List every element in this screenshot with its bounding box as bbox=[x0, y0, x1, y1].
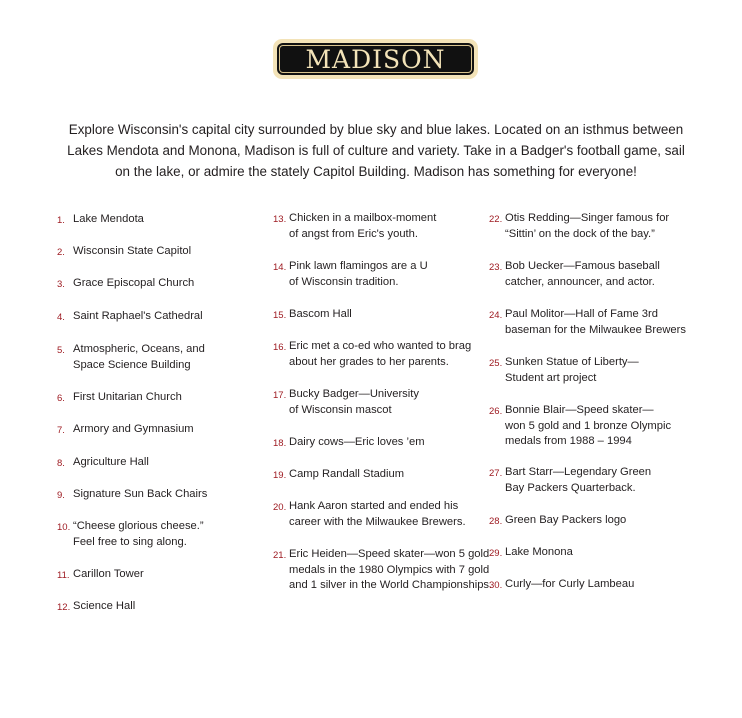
list-item-line: Atmospheric, Oceans, and bbox=[73, 343, 205, 355]
list-item-number: 13. bbox=[273, 214, 287, 225]
list-item-number: 30. bbox=[489, 580, 503, 591]
list-item-number: 27. bbox=[489, 468, 503, 479]
list-item-number: 21. bbox=[273, 550, 287, 561]
list-item-line: Student art project bbox=[505, 371, 597, 384]
list-item-line: Wisconsin State Capitol bbox=[73, 245, 192, 257]
list-item-label bbox=[73, 422, 253, 439]
list-item-label bbox=[505, 465, 685, 496]
list-item-label bbox=[505, 307, 685, 338]
list-item bbox=[57, 487, 253, 504]
list-item-number: 11. bbox=[57, 570, 70, 581]
list-item-number: 3. bbox=[57, 279, 65, 290]
list-item-line: Saint Raphael's Cathedral bbox=[73, 310, 203, 322]
list-item-line: Carillon Tower bbox=[73, 568, 144, 580]
list-item bbox=[273, 259, 469, 290]
list-item-line: Grace Episcopal Church bbox=[73, 277, 195, 289]
list-item-line: Eric Heiden—Speed skater—won 5 gold bbox=[289, 548, 490, 560]
list-item bbox=[57, 342, 253, 373]
list-item bbox=[273, 307, 469, 324]
list-item-number: 29. bbox=[489, 548, 503, 559]
list-item-label bbox=[73, 309, 253, 326]
list-item-label bbox=[73, 519, 253, 550]
list-item-label bbox=[73, 455, 253, 472]
list-item-line: career with the Milwaukee Brewers. bbox=[289, 515, 466, 528]
list-item-number: 9. bbox=[57, 490, 65, 501]
list-item-line: Bay Packers Quarterback. bbox=[505, 481, 636, 494]
list-item-label bbox=[505, 513, 685, 530]
list-item-number: 7. bbox=[57, 425, 65, 436]
list-item-number: 14. bbox=[273, 262, 287, 273]
list-item-line: Bascom Hall bbox=[289, 308, 352, 320]
list-item-label bbox=[289, 435, 469, 452]
list-item-label bbox=[289, 387, 469, 418]
list-item-number: 10. bbox=[57, 522, 71, 533]
list-item-label bbox=[289, 307, 469, 324]
list-item-line: Paul Molitor—Hall of Fame 3rd bbox=[505, 308, 658, 320]
list-item bbox=[489, 545, 685, 562]
list-item-line: “Sittin’ on the dock of the bay.” bbox=[505, 227, 655, 240]
intro-paragraph: Explore Wisconsin's capital city surrounded by blue sky and blue lakes. Located on an isthmus between Lakes Mendota and Monona, Madison is full of culture and variety. Take in a Badger's football game, sail on the lake, or admire the stately Capitol Building. Madison has something for everyone! bbox=[67, 122, 685, 179]
list-item-line: Space Science Building bbox=[73, 358, 191, 371]
list-item-number: 23. bbox=[489, 262, 503, 273]
list-item-number: 8. bbox=[57, 458, 65, 469]
list-item-label bbox=[73, 599, 253, 616]
list-item-line: Sunken Statue of Liberty— bbox=[505, 356, 639, 368]
list-item bbox=[489, 211, 685, 242]
list-item bbox=[57, 276, 253, 293]
list-item-number: 20. bbox=[273, 502, 287, 513]
list-item-line: Agriculture Hall bbox=[73, 456, 149, 468]
list-item bbox=[57, 244, 253, 261]
list-item bbox=[57, 390, 253, 407]
list-item-line: Eric met a co-ed who wanted to brag bbox=[289, 340, 472, 352]
list-item-label bbox=[73, 212, 253, 229]
list-item-number: 26. bbox=[489, 406, 503, 417]
list-item bbox=[489, 259, 685, 290]
list-item-number: 16. bbox=[273, 342, 287, 353]
list-item bbox=[489, 403, 685, 450]
list-item-line: Hank Aaron started and ended his bbox=[289, 500, 459, 512]
list-item-label bbox=[505, 577, 685, 594]
list-item-label bbox=[505, 545, 685, 562]
list-item bbox=[57, 519, 253, 550]
list-item-number: 19. bbox=[273, 470, 287, 481]
list-item-line: Science Hall bbox=[73, 600, 136, 612]
list-item-line: catcher, announcer, and actor. bbox=[505, 275, 655, 288]
list-item bbox=[489, 307, 685, 338]
list-item-line: Bucky Badger—University bbox=[289, 388, 419, 400]
list-item-label bbox=[289, 211, 469, 242]
list-item-number: 25. bbox=[489, 358, 503, 369]
list-item-number: 18. bbox=[273, 438, 287, 449]
list-item-line: Bonnie Blair—Speed skater— bbox=[505, 404, 654, 416]
list-item-line: Lake Mendota bbox=[73, 213, 144, 225]
list-item bbox=[57, 455, 253, 472]
list-item-label bbox=[73, 276, 253, 293]
list-item-number: 22. bbox=[489, 214, 503, 225]
list-item-line: Curly—for Curly Lambeau bbox=[505, 578, 635, 590]
list-item-number: 12. bbox=[57, 602, 71, 613]
list-item-label bbox=[73, 342, 253, 373]
list-item-line: Camp Randall Stadium bbox=[289, 468, 405, 480]
list-item-label bbox=[289, 467, 469, 484]
list-item-number: 15. bbox=[273, 310, 287, 321]
list-item-line: Chicken in a mailbox-moment bbox=[289, 212, 437, 224]
list-item-number: 6. bbox=[57, 393, 65, 404]
list-item-line: of Wisconsin mascot bbox=[289, 403, 392, 416]
list-item bbox=[57, 599, 253, 616]
list-item-line: won 5 gold and 1 bronze Olympic bbox=[505, 419, 672, 432]
list-item-label bbox=[73, 487, 253, 504]
list-item-line: about her grades to her parents. bbox=[289, 355, 449, 368]
list-item-line: baseman for the Milwaukee Brewers bbox=[505, 323, 686, 336]
list-item-label bbox=[289, 259, 469, 290]
list-item bbox=[273, 499, 469, 530]
list-item-number: 4. bbox=[57, 312, 65, 323]
list-item bbox=[57, 422, 253, 439]
list-item-label bbox=[289, 499, 469, 530]
list-item-label bbox=[289, 547, 493, 594]
list-item-line: Bart Starr—Legendary Green bbox=[505, 466, 652, 478]
list-item-line: Signature Sun Back Chairs bbox=[73, 488, 208, 500]
list-item bbox=[489, 513, 685, 530]
list-item-line: and 1 silver in the World Championships. bbox=[289, 579, 493, 591]
list-item bbox=[273, 387, 469, 418]
list-item bbox=[57, 567, 253, 584]
list-item-line: First Unitarian Church bbox=[73, 391, 182, 403]
list-item-label bbox=[289, 339, 472, 370]
list-item-number: 5. bbox=[57, 345, 65, 356]
list-item-line: of Wisconsin tradition. bbox=[289, 275, 399, 288]
list-item-number: 28. bbox=[489, 516, 503, 527]
list-item bbox=[57, 309, 253, 326]
list-item-label bbox=[505, 355, 685, 386]
list-item-line: Otis Redding—Singer famous for bbox=[505, 212, 670, 224]
list-item bbox=[489, 577, 685, 594]
list-item-label bbox=[505, 403, 685, 450]
list-item-number: 17. bbox=[273, 390, 287, 401]
list-item bbox=[273, 435, 469, 452]
list-item-line: Feel free to sing along. bbox=[73, 535, 187, 548]
list-item-label bbox=[505, 259, 685, 290]
list-item-number: 24. bbox=[489, 310, 503, 321]
list-item-line: Bob Uecker—Famous baseball bbox=[505, 260, 660, 272]
list-item-label bbox=[73, 390, 253, 407]
list-item-number: 1. bbox=[57, 215, 65, 226]
list-item bbox=[273, 547, 493, 594]
list-item bbox=[57, 212, 253, 229]
list-item bbox=[273, 339, 472, 370]
list-item-line: “Cheese glorious cheese.” bbox=[73, 520, 204, 532]
list-item-label bbox=[73, 567, 253, 584]
list-item bbox=[273, 467, 469, 484]
list-item bbox=[489, 465, 685, 496]
list-item-line: Green Bay Packers logo bbox=[505, 514, 627, 526]
list-item-line: Armory and Gymnasium bbox=[73, 423, 194, 435]
list-item-line: medals from 1988 – 1994 bbox=[505, 435, 632, 447]
list-item-line: Pink lawn flamingos are a U bbox=[289, 260, 428, 272]
list-item bbox=[273, 211, 469, 242]
list-item-label bbox=[505, 211, 685, 242]
logo-plate bbox=[277, 43, 474, 75]
list-item-line: Dairy cows—Eric loves ’em bbox=[289, 436, 425, 448]
logo-text: MADISON bbox=[305, 44, 446, 74]
list-item-line: Lake Monona bbox=[505, 546, 573, 558]
madison-logo bbox=[273, 39, 478, 79]
list-item-line: of angst from Eric's youth. bbox=[289, 227, 418, 240]
list-item bbox=[489, 355, 685, 386]
list-item-number: 2. bbox=[57, 247, 65, 258]
list-item-label bbox=[73, 244, 253, 261]
list-item-line: medals in the 1980 Olympics with 7 gold bbox=[289, 563, 490, 576]
